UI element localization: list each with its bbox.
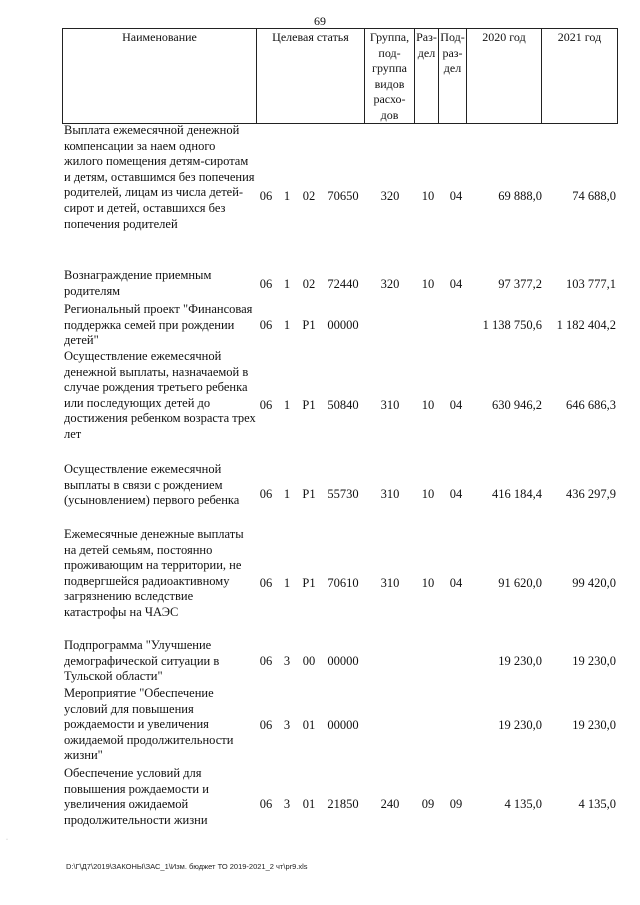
row-target-program: 06 bbox=[259, 277, 273, 291]
row-section: 10 bbox=[421, 576, 435, 590]
row-section: 10 bbox=[421, 487, 435, 501]
row-target-event: Р1 bbox=[302, 398, 316, 412]
row-target-event: Р1 bbox=[302, 576, 316, 590]
row-expense-group: 240 bbox=[380, 797, 400, 811]
row-amount-2020: 1 138 750,6 bbox=[482, 318, 542, 332]
row-amount-2021: 4 135,0 bbox=[578, 797, 616, 811]
row-target-program: 06 bbox=[259, 189, 273, 203]
row-target-program: 06 bbox=[259, 576, 273, 590]
row-target-subprogram: 1 bbox=[283, 398, 291, 412]
row-expense-group: 310 bbox=[380, 576, 400, 590]
row-amount-2020: 97 377,2 bbox=[498, 277, 542, 291]
row-target-event: 00 bbox=[302, 654, 316, 668]
row-target-subprogram: 1 bbox=[283, 277, 291, 291]
row-subsection: 04 bbox=[449, 398, 463, 412]
row-target-direction: 21850 bbox=[327, 797, 359, 811]
row-amount-2020: 69 888,0 bbox=[498, 189, 542, 203]
row-amount-2020: 19 230,0 bbox=[498, 654, 542, 668]
header-year-2021: 2021 год bbox=[542, 29, 618, 124]
header-year-2020: 2020 год bbox=[467, 29, 542, 124]
row-amount-2021: 436 297,9 bbox=[566, 487, 616, 501]
row-expense-group: 320 bbox=[380, 189, 400, 203]
row-target-direction: 55730 bbox=[327, 487, 359, 501]
row-amount-2021: 74 688,0 bbox=[572, 189, 616, 203]
header-expense-group: Группа, под-группа видов расхо-дов bbox=[365, 29, 415, 124]
row-target-direction: 50840 bbox=[327, 398, 359, 412]
row-name: Ежемесячные денежные выплаты на детей семьям, постоянно проживающим на территории, не подвергшейся радиоактивному загрязнению вследствие катастрофы на ЧАЭС bbox=[64, 527, 244, 619]
row-expense-group: 310 bbox=[380, 487, 400, 501]
row-target-direction: 00000 bbox=[327, 318, 359, 332]
row-target-event: 01 bbox=[302, 718, 316, 732]
row-target-event: Р1 bbox=[302, 318, 316, 332]
row-section: 10 bbox=[421, 277, 435, 291]
row-subsection: 09 bbox=[449, 797, 463, 811]
row-target-subprogram: 1 bbox=[283, 576, 291, 590]
row-amount-2020: 416 184,4 bbox=[492, 487, 542, 501]
row-amount-2020: 630 946,2 bbox=[492, 398, 542, 412]
row-name: Обеспечение условий для повышения рождаемости и увеличения ожидаемой продолжительности жизни bbox=[64, 766, 209, 827]
row-section: 10 bbox=[421, 398, 435, 412]
header-section: Раз-дел bbox=[415, 29, 439, 124]
row-amount-2020: 91 620,0 bbox=[498, 576, 542, 590]
row-target-subprogram: 3 bbox=[283, 654, 291, 668]
row-target-subprogram: 1 bbox=[283, 318, 291, 332]
row-amount-2021: 103 777,1 bbox=[566, 277, 616, 291]
row-subsection: 04 bbox=[449, 487, 463, 501]
row-name: Осуществление ежемесячной денежной выплаты, назначаемой в случае рождения третьего ребенка или последующих детей до достижения ребенком возраста трех лет bbox=[64, 349, 256, 441]
row-amount-2021: 19 230,0 bbox=[572, 718, 616, 732]
header-subsection: Под-раз-дел bbox=[439, 29, 467, 124]
page-number: 69 bbox=[314, 14, 326, 28]
row-target-direction: 72440 bbox=[327, 277, 359, 291]
row-amount-2020: 4 135,0 bbox=[504, 797, 542, 811]
row-name: Выплата ежемесячной денежной компенсации за наем одного жилого помещения детям-сиротам и детям, оставшимся без попечения родителей, лицам из числа детей-сирот и детей, оставшихся без попечения родителей bbox=[64, 123, 255, 231]
row-amount-2020: 19 230,0 bbox=[498, 718, 542, 732]
row-subsection: 04 bbox=[449, 576, 463, 590]
row-target-event: 02 bbox=[302, 277, 316, 291]
row-amount-2021: 99 420,0 bbox=[572, 576, 616, 590]
header-target-article: Целевая статья bbox=[257, 29, 365, 124]
row-name: Мероприятие "Обеспечение условий для повышения рождаемости и увеличения ожидаемой продолжительности жизни" bbox=[64, 686, 234, 763]
row-target-subprogram: 1 bbox=[283, 189, 291, 203]
scan-mark: · bbox=[6, 837, 8, 843]
row-amount-2021: 1 182 404,2 bbox=[556, 318, 616, 332]
row-name: Региональный проект "Финансовая поддержка семей при рождении детей" bbox=[64, 302, 253, 348]
row-target-program: 06 bbox=[259, 718, 273, 732]
row-target-program: 06 bbox=[259, 654, 273, 668]
header-name: Наименование bbox=[63, 29, 257, 124]
row-subsection: 04 bbox=[449, 189, 463, 203]
row-target-program: 06 bbox=[259, 487, 273, 501]
row-target-subprogram: 3 bbox=[283, 797, 291, 811]
row-subsection: 04 bbox=[449, 277, 463, 291]
row-target-direction: 00000 bbox=[327, 654, 359, 668]
row-name: Подпрограмма "Улучшение демографической ситуации в Тульской области" bbox=[64, 638, 220, 684]
row-target-program: 06 bbox=[259, 398, 273, 412]
row-expense-group: 310 bbox=[380, 398, 400, 412]
row-target-program: 06 bbox=[259, 318, 273, 332]
row-target-subprogram: 1 bbox=[283, 487, 291, 501]
row-target-subprogram: 3 bbox=[283, 718, 291, 732]
row-amount-2021: 646 686,3 bbox=[566, 398, 616, 412]
row-target-direction: 70650 bbox=[327, 189, 359, 203]
row-expense-group: 320 bbox=[380, 277, 400, 291]
row-name: Вознаграждение приемным родителям bbox=[64, 268, 212, 298]
row-target-event: 01 bbox=[302, 797, 316, 811]
row-target-event: 02 bbox=[302, 189, 316, 203]
row-target-direction: 00000 bbox=[327, 718, 359, 732]
row-section: 10 bbox=[421, 189, 435, 203]
row-section: 09 bbox=[421, 797, 435, 811]
row-amount-2021: 19 230,0 bbox=[572, 654, 616, 668]
row-name: Осуществление ежемесячной выплаты в связи с рождением (усыновлением) первого ребенка bbox=[64, 462, 240, 508]
file-path-footer: D:\Г\Д7\2019\ЗАКОНЫ\ЗАС_1\Изм. бюджет ТО 2019-2021_2 чт\pr9.xls bbox=[66, 862, 308, 871]
row-target-event: Р1 bbox=[302, 487, 316, 501]
row-target-program: 06 bbox=[259, 797, 273, 811]
row-target-direction: 70610 bbox=[327, 576, 359, 590]
